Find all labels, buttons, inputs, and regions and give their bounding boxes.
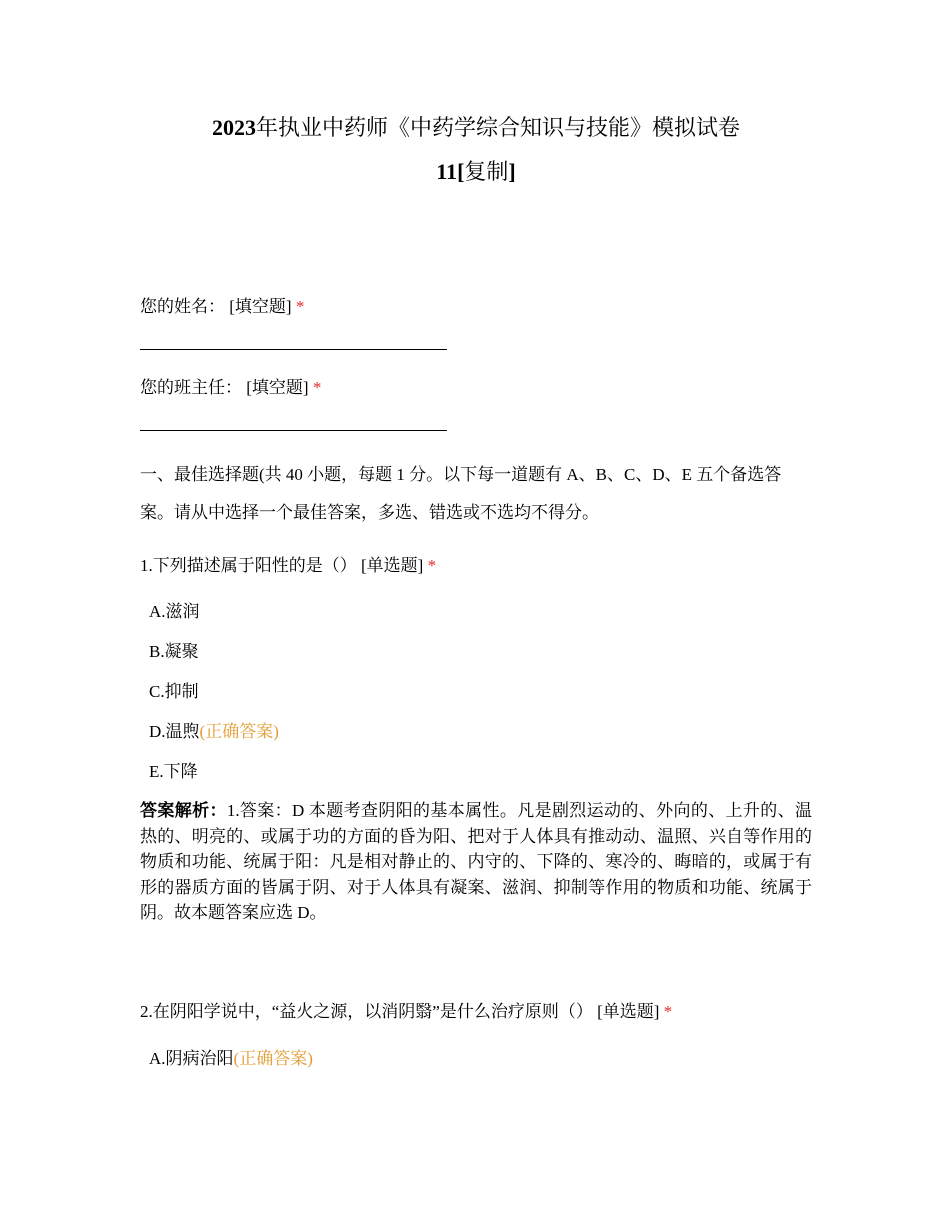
required-mark: *	[312, 378, 322, 397]
required-mark: *	[295, 297, 305, 316]
title-bracket-close: ]	[508, 159, 516, 184]
title-number: 11	[436, 159, 458, 184]
page-title	[140, 106, 812, 194]
option-text: A.滋润	[149, 602, 200, 621]
option-text: C.抑制	[149, 682, 199, 701]
question-text: 2.在阴阳学说中，“益火之源，以消阴翳”是什么治疗原则（）	[140, 1002, 593, 1021]
question-1-option-b[interactable]	[149, 640, 199, 664]
teacher-field-label	[140, 376, 321, 400]
question-1-option-e[interactable]	[149, 760, 198, 784]
question-1-option-c[interactable]	[149, 680, 199, 704]
question-2-stem	[140, 1000, 672, 1024]
question-text: 1.下列描述属于阳性的是（）	[140, 556, 357, 575]
option-text: B.凝聚	[149, 642, 199, 661]
question-1-stem	[140, 554, 436, 578]
name-input-line[interactable]	[140, 349, 447, 350]
title-bracket-open: [	[457, 159, 465, 184]
analysis-label: 答案解析：	[140, 801, 227, 820]
correct-answer-mark: (正确答案)	[199, 722, 279, 741]
title-line-1	[140, 106, 812, 150]
question-1-option-a[interactable]	[149, 600, 200, 624]
field-label-text: 您的姓名：	[140, 297, 225, 316]
field-type-tag: [填空题]	[246, 378, 309, 397]
field-type-tag: [填空题]	[229, 297, 292, 316]
correct-answer-mark: (正确答案)	[233, 1049, 313, 1068]
question-type-tag: [单选题]	[361, 556, 424, 575]
title-line-2	[140, 150, 812, 194]
title-year: 2023	[211, 115, 256, 140]
analysis-text: 1.答案：D 本题考查阴阳的基本属性。凡是剧烈运动的、外向的、上升的、温热的、明亮的、或属于功的方面的昏为阳、把对于人体具有推动动、温照、兴自等作用的物质和功能、统属于阳：凡是相对静止的、内守的、下降的、寒冷的、晦暗的，或属于有形的器质方面的皆属于阴、对于人体具有凝案、滋润、抑制等作用的物质和功能、统属于阴。故本题答案应选 D。	[140, 801, 813, 922]
question-1-analysis	[140, 798, 812, 926]
name-field-label	[140, 295, 304, 319]
teacher-input-line[interactable]	[140, 430, 447, 431]
option-text: A.阴病治阳	[149, 1049, 234, 1068]
option-text: E.下降	[149, 762, 198, 781]
required-mark: *	[427, 556, 437, 575]
question-2-option-a[interactable]	[149, 1047, 313, 1071]
question-1-option-d[interactable]	[149, 720, 279, 744]
title-text: 年执业中药师《中药学综合知识与技能》模拟试卷	[255, 115, 740, 140]
field-label-text: 您的班主任：	[140, 378, 242, 397]
question-type-tag: [单选题]	[597, 1002, 660, 1021]
section-heading: 一、最佳选择题(共 40 小题，每题 1 分。以下每一道题有 A、B、C、D、E 五个备选答案。请从中选择一个最佳答案，多选、错选或不选均不得分。	[140, 465, 782, 522]
option-text: D.温煦	[149, 722, 200, 741]
title-copy-label: 复制	[464, 159, 509, 184]
required-mark: *	[663, 1002, 673, 1021]
